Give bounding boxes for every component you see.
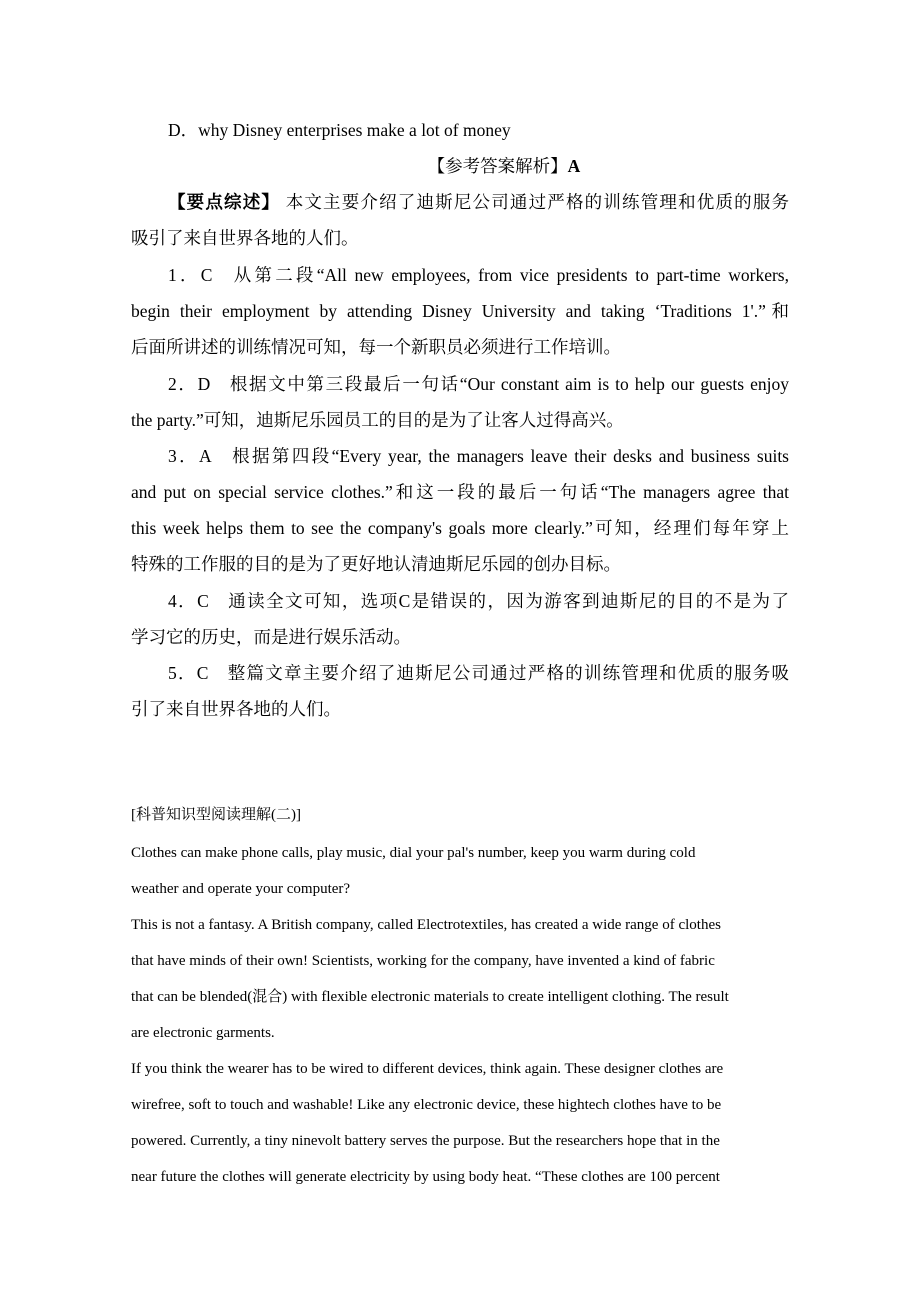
explanation-3-line-3: this week helps them to see the company's goals more clearly.”可知，经理们每年穿上 [131, 518, 789, 538]
explanation-2-line-2: the party.”可知，迪斯尼乐园员工的目的是为了让客人过得高兴。 [131, 410, 624, 430]
explanation-4-line-1 [168, 591, 789, 611]
explanation-1-line-1 [168, 265, 789, 285]
passage-line-7: If you think the wearer has to be wired to different devices, think again. These designer clothes are [131, 1061, 724, 1077]
explanation-2-number: 2．D [168, 374, 211, 394]
summary-text-1: 本文主要介绍了迪斯尼公司通过严格的训练管理和优质的服务 [285, 192, 790, 212]
explanation-5-line-1 [168, 663, 789, 683]
explanation-4-number: 4．C [168, 591, 209, 611]
option-d: D．why Disney enterprises make a lot of money [168, 120, 511, 140]
passage-line-4: that have minds of their own! Scientists, working for the company, have invented a kind of fabric [131, 953, 715, 969]
explanation-3-line-1 [168, 446, 789, 466]
passage-line-2: weather and operate your computer? [131, 881, 351, 897]
passage-line-9: powered. Currently, a tiny ninevolt battery serves the purpose. But the researchers hope that in the [131, 1133, 720, 1149]
passage-line-6: are electronic garments. [131, 1025, 275, 1041]
passage-line-1: Clothes can make phone calls, play music, dial your pal's number, keep you warm during cold [131, 845, 696, 861]
explanation-1-number: 1．C [168, 265, 213, 285]
explanation-4-text-1: 通读全文可知，选项C是错误的，因为游客到迪斯尼的目的不是为了 [226, 591, 789, 611]
explanation-3-line-2: and put on special service clothes.”和这一段的最后一句话“The managers agree that [131, 482, 789, 502]
answer-header [0, 156, 920, 176]
explanation-1-text-1: 从第二段“All new employees, from vice presidents to part-time workers, [230, 265, 789, 285]
explanation-5-text-1: 整篇文章主要介绍了迪斯尼公司通过严格的训练管理和优质的服务吸 [226, 663, 789, 683]
explanation-3-text-1: 根据第四段“Every year, the managers leave their desks and business suits [229, 446, 789, 466]
section-title: [科普知识型阅读理解(二)] [131, 807, 301, 823]
passage-line-5: that can be blended(混合) with flexible electronic materials to create intelligent clothing. The result [131, 989, 729, 1005]
explanation-1-line-3: 后面所讲述的训练情况可知，每一个新职员必须进行工作培训。 [131, 337, 621, 357]
explanation-3-number: 3．A [168, 446, 212, 466]
passage-line-3: This is not a fantasy. A British company, called Electrotextiles, has created a wide range of clothes [131, 917, 721, 933]
summary-line-1 [168, 192, 789, 212]
answer-header-label: 【参考答案解析】 [427, 156, 568, 176]
explanation-3-line-4: 特殊的工作服的目的是为了更好地认清迪斯尼乐园的创办目标。 [131, 554, 621, 574]
explanation-5-line-2: 引了来自世界各地的人们。 [131, 699, 341, 719]
explanation-2-text-1: 根据文中第三段最后一句话“Our constant aim is to help our guests enjoy [228, 374, 789, 394]
summary-line-2: 吸引了来自世界各地的人们。 [131, 228, 359, 248]
passage-line-8: wirefree, soft to touch and washable! Like any electronic device, these hightech clothes have to be [131, 1097, 722, 1113]
explanation-1-line-2: begin their employment by attending Disney University and taking ‘Traditions 1'.”和 [131, 301, 789, 321]
answer-letter: A [567, 156, 581, 176]
summary-label: 【要点综述】 [168, 192, 281, 212]
passage-line-10: near future the clothes will generate electricity by using body heat. “These clothes are 100 percent [131, 1169, 720, 1185]
explanation-5-number: 5．C [168, 663, 209, 683]
explanation-2-line-1 [168, 374, 789, 394]
explanation-4-line-2: 学习它的历史，而是进行娱乐活动。 [131, 627, 411, 647]
